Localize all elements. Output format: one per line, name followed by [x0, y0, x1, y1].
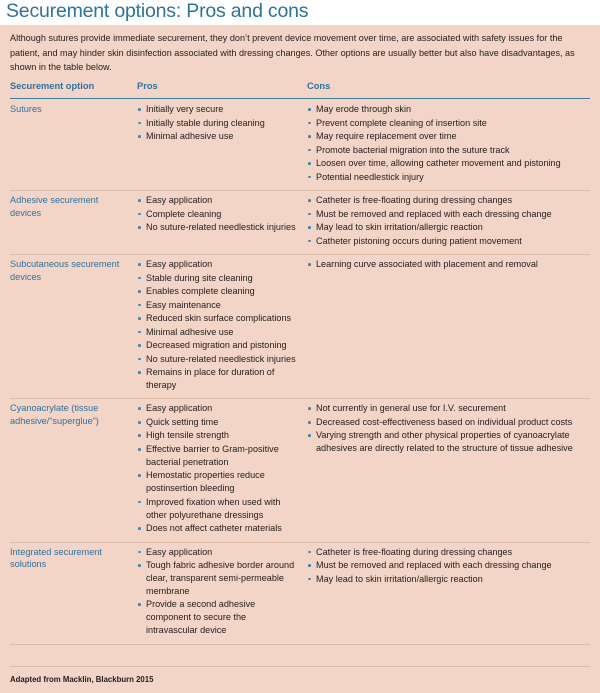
list-item: Minimal adhesive use — [137, 326, 299, 339]
intro-paragraph: Although sutures provide immediate securement, they don’t prevent device movement over time, are associated with safety issues for the patient, and may hinder skin disinfection associated with dressing changes. Other options are usually better but also have disadvantages, as shown in the table below. — [10, 33, 575, 73]
cons-list — [307, 194, 590, 247]
pros-list-cell — [137, 402, 307, 535]
list-item: Quick setting time — [137, 416, 299, 429]
title-bar — [0, 0, 600, 25]
table-row — [10, 100, 590, 191]
list-item: Does not affect catheter materials — [137, 522, 299, 535]
list-item: May require replacement over time — [307, 130, 590, 143]
list-item: Must be removed and replaced with each dressing change — [307, 559, 590, 572]
securement-option-label: Adhesive securement devices — [10, 195, 99, 218]
pros-list — [137, 402, 299, 535]
column-header-pros: Pros — [137, 81, 158, 91]
list-item: May lead to skin irritation/allergic reaction — [307, 221, 590, 234]
list-item: Not currently in general use for I.V. securement — [307, 402, 590, 415]
cons-list-cell — [307, 546, 590, 587]
list-item: Easy application — [137, 258, 299, 271]
list-item: Easy application — [137, 402, 299, 415]
table-row — [10, 543, 590, 645]
pros-list — [137, 194, 299, 234]
cons-list — [307, 402, 590, 455]
cons-list-cell — [307, 194, 590, 248]
list-item: Loosen over time, allowing catheter movement and pistoning — [307, 157, 590, 170]
list-item: Learning curve associated with placement and removal — [307, 258, 590, 271]
column-header-cons: Cons — [307, 81, 331, 91]
list-item: Enables complete cleaning — [137, 285, 299, 298]
list-item: Catheter is free-floating during dressing changes — [307, 194, 590, 207]
list-item: Improved fixation when used with other polyurethane dressings — [137, 496, 299, 522]
table-header-row — [10, 81, 590, 99]
pros-list — [137, 546, 299, 638]
list-item: Easy maintenance — [137, 299, 299, 312]
list-item: Easy application — [137, 194, 299, 207]
list-item: Effective barrier to Gram-positive bacterial penetration — [137, 443, 299, 469]
table-body — [10, 100, 590, 645]
securement-option-label: Cyanoacrylate (tissue adhesive/“superglue”) — [10, 403, 99, 426]
page-title: Securement options: Pros and cons — [6, 0, 309, 22]
list-item: Reduced skin surface complications — [137, 312, 299, 325]
list-item: Decreased migration and pistoning — [137, 339, 299, 352]
securement-option-label: Sutures — [10, 104, 42, 114]
list-item: Tough fabric adhesive border around clear, transparent semi-permeable membrane — [137, 559, 299, 598]
cons-list — [307, 103, 590, 183]
list-item: Decreased cost-effectiveness based on individual product costs — [307, 416, 590, 429]
list-item: No suture-related needlestick injuries — [137, 221, 299, 234]
cons-list-cell — [307, 258, 590, 272]
pros-list-cell — [137, 546, 307, 638]
table-row — [10, 191, 590, 255]
list-item: Complete cleaning — [137, 208, 299, 221]
list-item: Easy application — [137, 546, 299, 559]
column-header-securement-option: Securement option — [10, 81, 95, 91]
list-item: No suture-related needlestick injuries — [137, 353, 299, 366]
list-item: High tensile strength — [137, 429, 299, 442]
list-item: Hemostatic properties reduce postinsertion bleeding — [137, 469, 299, 495]
list-item: Initially very secure — [137, 103, 299, 116]
pros-list-cell — [137, 258, 307, 392]
list-item: Potential needlestick injury — [307, 171, 590, 184]
pros-list-cell — [137, 194, 307, 235]
content-panel — [0, 25, 600, 693]
list-item: Prevent complete cleaning of insertion site — [307, 117, 590, 130]
source-attribution: Adapted from Macklin, Blackburn 2015 — [10, 675, 154, 684]
pros-list — [137, 103, 299, 143]
list-item: Varying strength and other physical properties of cyanoacrylate adhesives are directly related to the structure of tissue adhesive — [307, 429, 590, 455]
cons-list-cell — [307, 103, 590, 184]
list-item: Provide a second adhesive component to secure the intravascular device — [137, 598, 299, 637]
cons-list — [307, 258, 590, 271]
table-row — [10, 399, 590, 542]
cons-list-cell — [307, 402, 590, 455]
list-item: Minimal adhesive use — [137, 130, 299, 143]
securement-option-label: Subcutaneous securement devices — [10, 259, 120, 282]
list-item: May lead to skin irritation/allergic reaction — [307, 573, 590, 586]
list-item: Initially stable during cleaning — [137, 117, 299, 130]
table-row — [10, 255, 590, 399]
pros-list-cell — [137, 103, 307, 144]
list-item: Catheter pistoning occurs during patient movement — [307, 235, 590, 248]
pros-list — [137, 258, 299, 392]
footer-divider — [10, 666, 590, 667]
list-item: May erode through skin — [307, 103, 590, 116]
securement-option-label: Integrated securement solutions — [10, 546, 102, 570]
list-item: Remains in place for duration of therapy — [137, 366, 299, 392]
list-item: Must be removed and replaced with each dressing change — [307, 208, 590, 221]
list-item: Stable during site cleaning — [137, 272, 299, 285]
cons-list — [307, 546, 590, 586]
list-item: Catheter is free-floating during dressing changes — [307, 546, 590, 559]
list-item: Promote bacterial migration into the suture track — [307, 144, 590, 157]
